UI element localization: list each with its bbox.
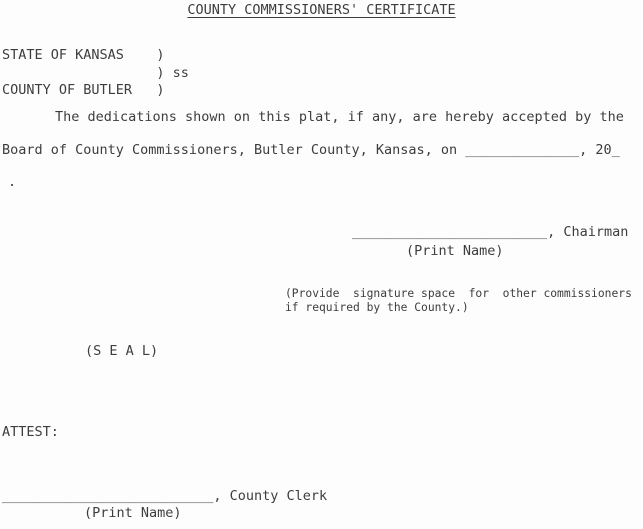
body-paragraph-line2: Board of County Commissioners, Butler County, Kansas, on ______________, 20_ xyxy=(2,142,620,158)
seal-label: (S E A L) xyxy=(85,343,159,359)
jurat-county-line: COUNTY OF BUTLER ) xyxy=(2,82,165,98)
jurat-state-line: STATE OF KANSAS ) xyxy=(2,47,165,63)
attest-label: ATTEST: xyxy=(2,424,59,440)
chairman-signature-line: ________________________, Chairman xyxy=(352,224,629,240)
county-clerk-print-name-label: (Print Name) xyxy=(84,505,182,521)
commissioners-note-line2: if required by the County.) xyxy=(285,300,469,314)
jurat-ss-line: ) ss xyxy=(2,64,189,81)
document-title: COUNTY COMMISSIONERS' CERTIFICATE xyxy=(187,2,456,18)
jurat-block xyxy=(2,47,189,100)
county-clerk-signature-line: __________________________, County Clerk xyxy=(2,488,328,504)
commissioners-note-line1: (Provide signature space for other commissioners xyxy=(285,287,632,300)
body-stray-period: . xyxy=(8,174,17,190)
commissioners-note xyxy=(285,287,632,314)
body-paragraph-line1: The dedications shown on this plat, if any, are hereby accepted by the xyxy=(55,109,624,125)
chairman-print-name-label: (Print Name) xyxy=(406,243,504,259)
